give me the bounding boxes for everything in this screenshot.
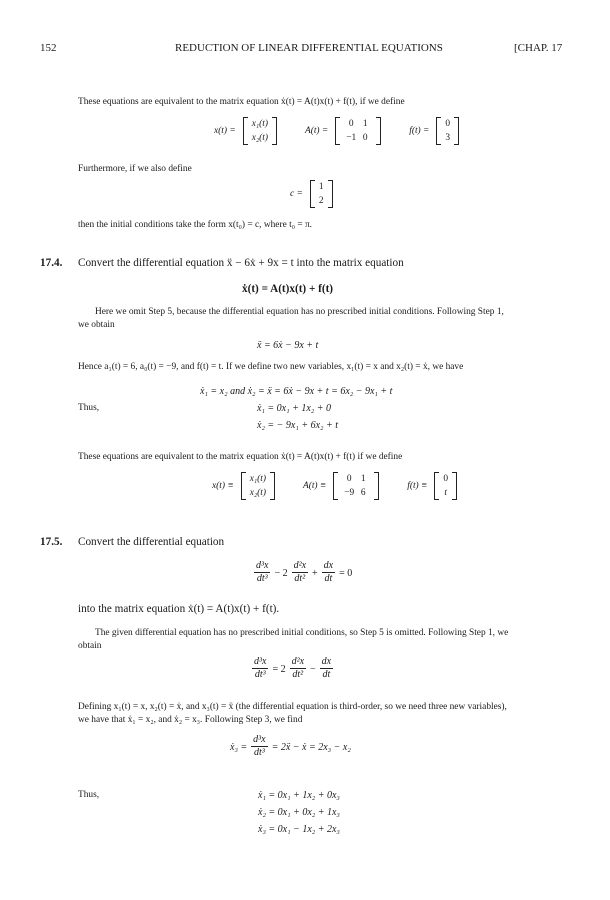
problem-17-5-paragraph-1-cont: obtain: [78, 641, 102, 651]
problem-17-5-thus: Thus,: [78, 790, 100, 800]
problem-17-4-equation-4: ẋ₂ = − 9x₁ + 6x₂ + t: [257, 420, 339, 431]
step3-lhs: ẋ₃ =: [230, 742, 248, 754]
matrix-entry: −1: [346, 133, 357, 143]
page-number: 152: [40, 42, 57, 54]
problem-17-4-thus: Thus,: [78, 403, 100, 413]
problem-17-5-paragraph-2: Defining x₁(t) = x, x₂(t) = ẋ, and x₃(t) = ẍ (the differential equation is third-order, so we need three new variables),: [78, 702, 507, 712]
problem-number-17-4: 17.4.: [40, 257, 63, 269]
problem-17-4-equation-1: ẍ = 6ẋ − 9x + t: [257, 340, 319, 351]
problem-17-5-obtained-equation: [252, 656, 333, 681]
intro-paragraph-3: then the initial conditions take the form x(t₀) = c, where t₀ = π.: [78, 220, 313, 230]
minus-sign: −: [310, 664, 316, 676]
problem-17-4-matrix-definitions: [212, 472, 457, 500]
problem-17-4-paragraph-2: Hence a₁(t) = 6, a₀(t) = −9, and f(t) = t. If we define two new variables, x₁(t) = x and x₂(t) = ẋ, we have: [78, 362, 464, 372]
problem-17-4-statement: Convert the differential equation ẍ − 6ẋ + 9x = t into the matrix equation: [78, 257, 404, 269]
third-derivative-fraction: $\frac{\text{d³x}}{\text{dt³}}$: [254, 656, 267, 680]
matrix-entry: x₁(t): [251, 119, 268, 129]
matrix-entry: −9: [344, 488, 355, 498]
matrix-entry: x₂(t): [251, 133, 268, 143]
problem-17-4-equation-2: ẋ₁ = x₂ and ẋ₂ = ẍ = 6ẋ − 9x + t = 6x₂ − 9x₁ + t: [200, 386, 393, 397]
a-label: A(t) ≡: [302, 481, 327, 491]
problem-17-5-step3-equation: [230, 734, 351, 759]
f-label: f(t) ≡: [407, 481, 428, 491]
intro-paragraph-1: These equations are equivalent to the matrix equation ẋ(t) = A(t)x(t) + f(t), if we define: [78, 97, 405, 107]
running-title: REDUCTION OF LINEAR DIFFERENTIAL EQUATIONS: [175, 42, 443, 54]
intro-paragraph-2: Furthermore, if we also define: [78, 164, 192, 174]
problem-number-17-5: 17.5.: [40, 536, 63, 548]
first-derivative-fraction: $\frac{dx}{dt}$: [321, 656, 332, 680]
second-derivative-fraction: $\frac{\text{d²x}}{\text{dt²}}$: [293, 560, 307, 584]
matrix-entry: 1: [362, 119, 368, 129]
matrix-entry: 6: [360, 488, 366, 498]
step3-rhs: = 2ẍ − ẋ = 2x₃ − x₂: [271, 742, 351, 754]
f-vector: [434, 472, 457, 500]
x-label: x(t) =: [214, 126, 236, 136]
problem-17-5-equation-2: ẋ₂ = 0x₁ + 0x₂ + 1x₃: [258, 807, 340, 818]
c-vector-definition: [290, 180, 333, 208]
problem-17-5-into: into the matrix equation ẋ(t) = A(t)x(t) + f(t).: [78, 603, 280, 615]
problem-17-4-paragraph-1: Here we omit Step 5, because the differential equation has no prescribed initial conditions. Following Step 1,: [95, 307, 504, 317]
third-derivative-fraction: $\frac{\text{d³x}}{\text{dt³}}$: [256, 560, 269, 584]
a-matrix: [333, 472, 379, 500]
problem-17-5-equation-1: ẋ₁ = 0x₁ + 1x₂ + 0x₃: [258, 790, 340, 801]
first-derivative-fraction: $\frac{dx}{dt}$: [323, 560, 334, 584]
a-label: A(t) =: [304, 126, 329, 136]
matrix-entry: 1: [318, 182, 324, 192]
equals-zero: = 0: [339, 568, 353, 580]
problem-17-5-equation-3: ẋ₃ = 0x₁ − 1x₂ + 2x₃: [258, 824, 340, 835]
matrix-entry: 3: [445, 133, 451, 143]
plus-sign: +: [312, 568, 318, 580]
problem-17-5-statement: Convert the differential equation: [78, 536, 225, 548]
matrix-entry: t: [444, 488, 447, 498]
intro-matrix-definitions: [214, 117, 459, 145]
matrix-entry: 1: [360, 474, 366, 484]
matrix-entry: 0: [348, 119, 354, 129]
problem-17-5-paragraph-2-cont: we have that ẋ₁ = x₂, and ẋ₂ = x₃. Following Step 3, we find: [78, 715, 303, 725]
c-vector: [310, 180, 333, 208]
second-derivative-fraction: $\frac{\text{d²x}}{\text{dt²}}$: [291, 656, 305, 680]
c-label: c =: [290, 189, 303, 199]
chapter-label: [CHAP. 17: [514, 42, 563, 54]
x-label: x(t) ≡: [212, 481, 234, 491]
matrix-entry: x₁(t): [249, 474, 266, 484]
f-vector: [436, 117, 459, 145]
problem-17-5-paragraph-1: The given differential equation has no prescribed initial conditions, so Step 5 is omitted. Following Step 1, we: [95, 628, 509, 638]
x-vector: [241, 472, 275, 500]
matrix-entry: 0: [443, 474, 449, 484]
matrix-entry: 0: [346, 474, 352, 484]
equals-two: = 2: [272, 664, 286, 676]
problem-17-4-paragraph-1-cont: we obtain: [78, 320, 115, 330]
problem-17-4-matrix-equation: ẋ(t) = A(t)x(t) + f(t): [242, 283, 334, 295]
third-derivative-fraction: $\frac{\text{d³x}}{\text{dt³}}$: [253, 734, 266, 758]
problem-17-4-equation-3: ẋ₁ = 0x₁ + 1x₂ + 0: [257, 403, 331, 414]
matrix-entry: 0: [362, 133, 368, 143]
matrix-entry: 0: [445, 119, 451, 129]
coefficient: − 2: [274, 568, 288, 580]
matrix-entry: x₂(t): [249, 488, 266, 498]
problem-17-5-differential-equation: [254, 560, 352, 585]
matrix-entry: 2: [318, 196, 324, 206]
x-vector: [243, 117, 277, 145]
problem-17-4-paragraph-3: These equations are equivalent to the matrix equation ẋ(t) = A(t)x(t) + f(t) if we define: [78, 452, 403, 462]
f-label: f(t) =: [409, 126, 430, 136]
a-matrix: [335, 117, 381, 145]
